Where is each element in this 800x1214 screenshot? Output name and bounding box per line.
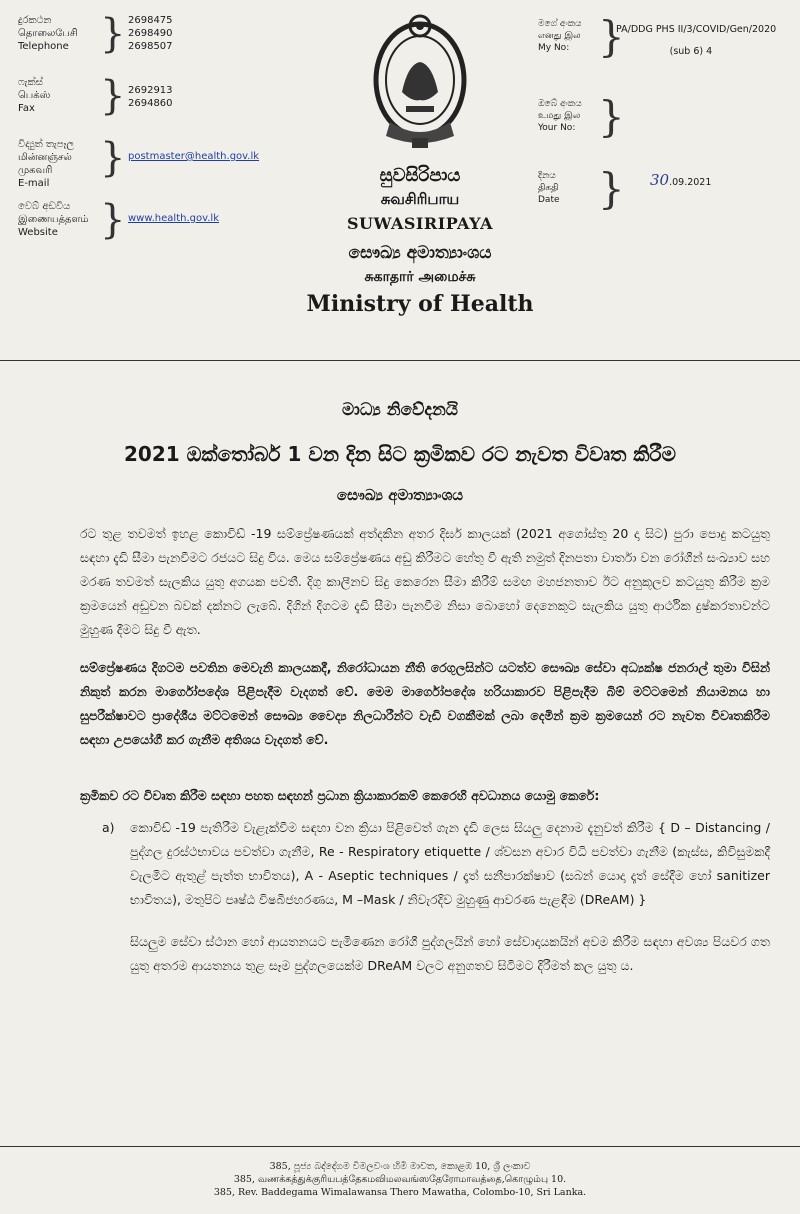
email-label-ta: மின்னஞ்சல் முகவரி — [18, 152, 72, 176]
brace-icon: } — [598, 92, 625, 141]
fax-block — [18, 73, 378, 119]
brace-icon: } — [598, 164, 625, 213]
reference-details — [538, 12, 798, 250]
website-label-en: Website — [18, 227, 58, 238]
date-label-ta: திகதி — [538, 183, 559, 193]
fax-label-ta: பெக்ஸ் — [18, 90, 51, 101]
telephone-label-ta: தொலைபேசி — [18, 28, 78, 39]
fax-label-en: Fax — [18, 103, 35, 114]
fax-value: 2694860 — [128, 98, 173, 109]
website-link[interactable]: www.health.gov.lk — [128, 213, 219, 224]
activities-heading: ක්‍රමිකව රට විවෘත කිරීම සඳහා පහත සඳහන් ප්‍රධාන ක්‍රියාකාරකම් කෙරෙහි අවධානය යොමු කෙරේ: — [80, 788, 600, 803]
fax-label-si: ෆැක්ස් — [18, 77, 43, 88]
ministry-name-si: සෞඛ්‍ය අමාත්‍යාංශය — [348, 243, 492, 263]
building-name-si: සුවසිරිපාය — [379, 165, 461, 186]
address-si: 385, පූජ්‍ය බද්දේගම විමලවංශ හිමි මාවත, කොළඹ 10, ශ්‍රී ලංකාව — [269, 1161, 531, 1172]
address-en: 385, Rev. Baddegama Wimalawansa Thero Mawatha, Colombo-10, Sri Lanka. — [213, 1187, 587, 1198]
website-label-si: වෙබ් අඩවිය — [18, 201, 71, 212]
my-no-block — [538, 12, 798, 76]
list-item-label: a) — [102, 820, 115, 835]
telephone-block — [18, 11, 378, 57]
your-no-label-en: Your No: — [538, 123, 576, 133]
telephone-value: 2698490 — [128, 28, 173, 39]
address-ta: 385, வணக்கத்துக்குரியபத்தேகமவிமலவங்ஸதேரோமாவத்தை,கொழும்பு 10. — [233, 1174, 567, 1185]
date-label-en: Date — [538, 195, 560, 205]
list-item-a — [80, 816, 770, 978]
telephone-label-en: Telephone — [18, 41, 69, 52]
brace-icon: } — [100, 73, 126, 119]
paragraph-2: සම්ප්‍රේෂණය දිගටම පවතින මෙවැනි කාලයකදී, නිරෝධායන නීති රෙගුලසින්ට යටත්ව සෞඛ්‍ය සේවා අධ්‍යක්ෂ ජනරාල් තුමා විසින් නිකුත් කරන මාර්ගෝපදේශ පිළිපැදීම වැදගත් වේ. මෙම මාර්ගෝපදේශ හරියාකාරව පිළිපැදීම බිම් මට්ටමෙන් නියාමනය හා සුපරීක්ෂාවට ප්‍රාදේශීය මට්ටමෙන් සෞඛ්‍ය වෛද්‍ය නිලධාරීන්ට වැඩි වගකීමක් ලබා දෙමින් ක්‍රම ක්‍රමයෙන් රට නැවත විවෘතකිරීම සඳහා උපයෝගී කර ගැනීම අතිශය වැදගත් වේ. — [80, 660, 770, 747]
brace-icon: } — [598, 12, 625, 61]
headline: 2021 ඔක්තෝබර් 1 වන දින සිට ක්‍රමිකව රට නැවත විවෘත කිරීම — [123, 442, 676, 466]
press-release-titles — [0, 400, 800, 504]
my-no-label-si: මගේ අංකය — [538, 19, 582, 29]
brace-icon: } — [100, 135, 126, 181]
brace-icon: } — [100, 197, 126, 243]
telephone-value: 2698507 — [128, 41, 173, 52]
fax-value: 2692913 — [128, 85, 173, 96]
your-no-label-si: ඔබේ අංකය — [538, 99, 582, 109]
footer-divider — [0, 1146, 800, 1147]
list-item-text: කොවිඩ් -19 පැතිරීම වැළැක්වීම සඳහා වන ක්‍රියා පිළිවෙත් ගැන දැඩි ලෙස සියලු දෙනාම දැනුවත් කිරීම { D – Distancing / පුද්ගල දුරස්ථභාවය පවත්වා ගැනීම, Re - Respiratory etiquette / ශ්වසන අවාර විධි පවත්වා ගැනීම (කැස්ස, කිවිසුමකදී වැලමිට ඇතුළ් පැත්ත භාවිතය), A - Aseptic techniques / දෑත් සනීපාරක්ෂාව (සබන් යොදා දෑත් සේදීම හෝ sanitizer භාවිතය), මතුපිට පෘෂ්ඨ විෂබීජහරණය, M –Mask / නිවැරදිව මුහුණු ආවරණ පැළඳීම (DReAM) } — [130, 820, 770, 907]
press-release-label: මාධ්‍ය නිවේදනයි — [342, 400, 458, 420]
date-label-si: දිනය — [538, 171, 556, 181]
issuer-name: සෞඛ්‍ය අමාත්‍යාංශය — [336, 486, 464, 504]
ministry-name-en: Ministry of Health — [306, 291, 534, 317]
header-divider — [0, 360, 800, 361]
building-name-en: SUWASIRIPAYA — [347, 214, 493, 233]
my-no-label-en: My No: — [538, 43, 570, 53]
paragraph-1: රට තුළ තවමත් ඉහළ කොවිඩ් -19 සම්ප්‍රේෂණයක් අත්දකින අතර දිර්ඝ කාලයක් (2021 අගෝස්තු 20 දා සිට) පුරා පොදු කටයුතු සඳහා දැඩි සීමා පැනවීමට රජයට සිදු විය. මෙය සම්ප්‍රේෂණය අඩු කිරීමට හේතු වී ඇති නමුත් දිනපතා වාර්තා වන රෝගීන් සංඛ්‍යාව සහ මරණ තවමත් සැලකිය යුතු අගයක පවතී. දිගු කාලීනව සිදු කෙරෙන සීමා කිරීම් සමඟ මහජනතාව ඊට අනුකූලව කටයුතු කිරීම ක්‍රම ක්‍රමයෙන් අඩුවන බවක් දක්නට ලැබේ. දිගින් දිගටම දැඩි සීමා පැනවීම නිසා බොහෝ දෙනෙකුට සැලකිය යුතු ආර්ථික දුෂ්කරතාවන්ට මුහුණ දීමට සිදු වී ඇත. — [80, 526, 770, 637]
sri-lanka-emblem-icon — [368, 10, 472, 160]
address-footer — [0, 1160, 800, 1199]
building-name-ta: சுவசிரிபாய — [380, 190, 460, 208]
email-link[interactable]: postmaster@health.gov.lk — [128, 151, 260, 162]
letter-body — [80, 522, 770, 996]
telephone-value: 2698475 — [128, 15, 173, 26]
ministry-name-ta: சுகாதார் அமைச்சு — [364, 269, 476, 285]
my-no-sub-value: (sub 6) 4 — [669, 46, 713, 57]
my-no-label-ta: எனது இல — [538, 31, 581, 41]
my-no-value: PA/DDG PHS II/3/COVID/Gen/2020 — [616, 24, 777, 35]
date-value: .09.2021 — [669, 177, 712, 188]
brace-icon: } — [100, 11, 126, 57]
date-day-handwritten: 30 — [650, 171, 670, 189]
list-item-text-2: සියලුම සේවා ස්ථාන හෝ ආයතනයට පැමිණෙන රෝගී පුද්ගලයින් හෝ සේවාදායකයින් අවම කිරීම සඳහා අවශ්‍ය පියවර ගත යුතු අතරම ආයතනය තුළ සෑම පුද්ගලයෙක්ම DReAM වලට අනුගතව සිටීමට දිරීමත් කල යුතු ය. — [130, 934, 770, 973]
telephone-label-si: දුරකථන — [18, 15, 52, 26]
masthead — [300, 163, 540, 317]
your-no-label-ta: உமது இல — [538, 111, 581, 121]
website-label-ta: இணையத்தளம் — [18, 214, 89, 225]
date-block — [538, 164, 798, 228]
email-label-si: විද්‍යුත් තැපෑල — [18, 139, 74, 150]
your-no-block — [538, 92, 798, 148]
email-label-en: E-mail — [18, 178, 50, 189]
